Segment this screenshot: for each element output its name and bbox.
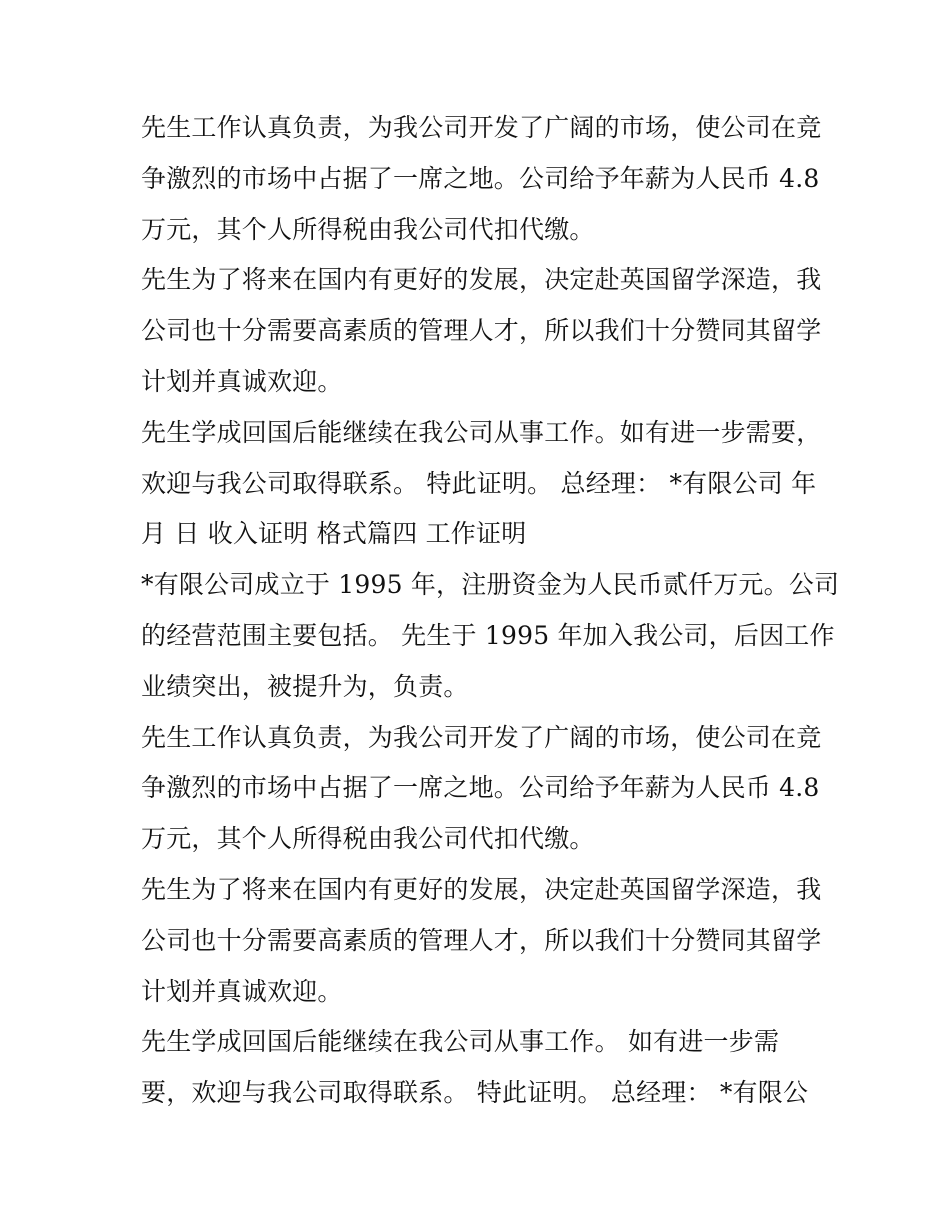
- text-line: 争激烈的市场中占据了一席之地。公司给予年薪为人民币 4.8: [141, 773, 820, 803]
- text-line: 业绩突出，被提升为，负责。: [141, 671, 469, 701]
- text-line: 计划并真诚欢迎。: [141, 366, 343, 396]
- text-line: 先生为了将来在国内有更好的发展，决定赴英国留学深造，我: [141, 265, 822, 295]
- text-line: 计划并真诚欢迎。: [141, 976, 343, 1006]
- document-body: [141, 103, 840, 1119]
- text-line: 要，欢迎与我公司取得联系。 特此证明。 总经理： *有限公: [141, 1078, 809, 1108]
- text-line: 先生工作认真负责，为我公司开发了广阔的市场，使公司在竞: [141, 113, 822, 142]
- text-line: 先生工作认真负责，为我公司开发了广阔的市场，使公司在竞: [141, 722, 822, 752]
- text-line: 先生学成回国后能继续在我公司从事工作。如有进一步需要，: [141, 417, 822, 447]
- text-line: 先生学成回国后能继续在我公司从事工作。 如有进一步需: [141, 1027, 780, 1057]
- text-line: 先生为了将来在国内有更好的发展，决定赴英国留学深造，我: [141, 874, 822, 904]
- text-line: 争激烈的市场中占据了一席之地。公司给予年薪为人民币 4.8: [141, 163, 820, 193]
- text-line: 万元，其个人所得税由我公司代扣代缴。: [141, 824, 595, 854]
- text-line: 月 日 收入证明 格式篇四 工作证明: [141, 519, 527, 549]
- text-line: 公司也十分需要高素质的管理人才，所以我们十分赞同其留学: [141, 925, 822, 955]
- text-line: 的经营范围主要包括。 先生于 1995 年加入我公司，后因工作: [141, 620, 835, 650]
- text-line: *有限公司成立于 1995 年，注册资金为人民币贰仟万元。公司: [141, 570, 840, 600]
- text-line: 公司也十分需要高素质的管理人才，所以我们十分赞同其留学: [141, 316, 822, 346]
- text-line: 万元，其个人所得税由我公司代扣代缴。: [141, 214, 595, 244]
- text-line: 欢迎与我公司取得联系。 特此证明。 总经理： *有限公司 年: [141, 468, 817, 498]
